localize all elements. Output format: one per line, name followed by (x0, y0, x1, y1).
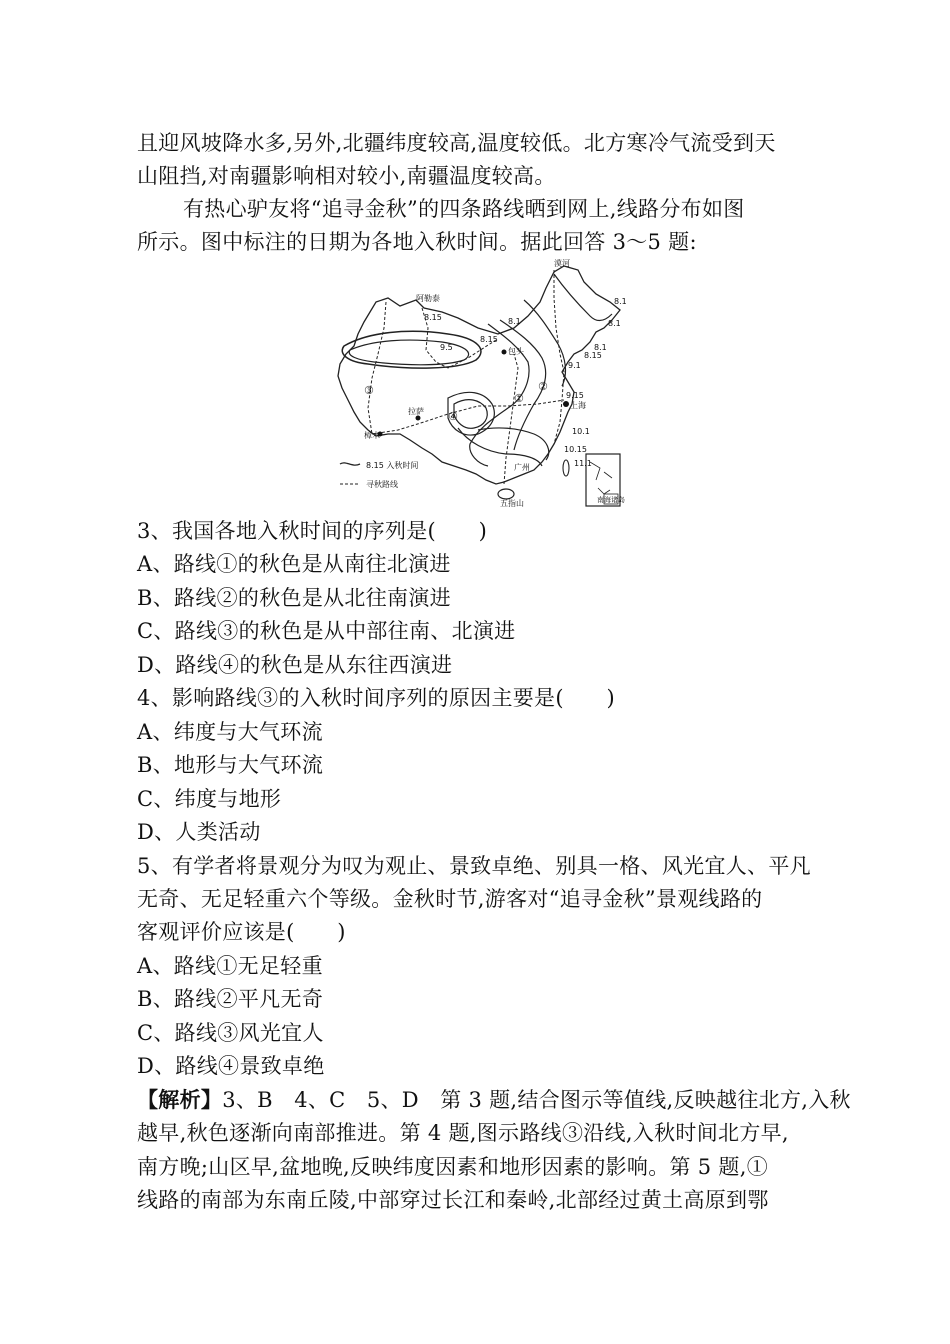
autumn-route-map (328, 258, 628, 510)
place-mohe: 漠河 (554, 259, 570, 268)
q5-question-line-3: 客观评价应该是( ) (137, 920, 346, 944)
analysis-label: 【解析】 (137, 1087, 223, 1112)
q3-option-d: D、路线④的秋色是从东往西演进 (137, 653, 453, 677)
date-label: 8.15 (424, 313, 442, 322)
date-label: 8.1 (508, 317, 521, 326)
q3-option-a: A、路线①的秋色是从南往北演进 (137, 552, 451, 576)
legend-isoline-label: 8.15 入秋时间 (366, 461, 419, 470)
analysis-line-2: 越早,秋色逐渐向南部推进。第 4 题,图示路线③沿线,入秋时间北方早, (137, 1121, 789, 1145)
place-guangzhou: 广州 (514, 463, 530, 472)
analysis-line-3: 南方晚;山区早,盆地晚,反映纬度因素和地形因素的影响。第 5 题,① (137, 1155, 769, 1179)
q5-question-line-1: 5、有学者将景观分为叹为观止、景致卓绝、别具一格、风光宜人、平凡 (137, 854, 811, 878)
stem-line-2: 所示。图中标注的日期为各地入秋时间。据此回答 3～5 题: (137, 230, 697, 254)
q4-question: 4、影响路线③的入秋时间序列的原因主要是( ) (137, 686, 615, 710)
q3-question: 3、我国各地入秋时间的序列是( ) (137, 519, 488, 543)
route-number-2: ② (538, 380, 548, 393)
q4-option-d: D、人类活动 (137, 820, 261, 844)
china-map-svg (328, 258, 628, 510)
place-wuzhishan: 五指山 (500, 499, 524, 508)
date-label: 10.1 (572, 427, 590, 436)
q3-option-b: B、路线②的秋色是从北往南演进 (137, 586, 451, 610)
intro-line-1: 且迎风坡降水多,另外,北疆纬度较高,温度较低。北方寒冷气流受到天 (137, 131, 776, 155)
q5-option-a: A、路线①无足轻重 (137, 954, 323, 978)
date-label: 8.15 (584, 351, 602, 360)
place-lasa: 拉萨 (408, 407, 424, 416)
intro-line-2: 山阻挡,对南疆影响相对较小,南疆温度较高。 (137, 164, 556, 188)
date-label: 9.5 (440, 343, 453, 352)
date-label: 8.1 (594, 343, 607, 352)
date-label: 8.1 (608, 319, 621, 328)
date-label: 8.1 (614, 297, 627, 306)
place-zhangmu: 樟木 (364, 431, 380, 440)
route-number-3: ③ (364, 384, 374, 397)
place-shanghai: 上海 (570, 401, 586, 410)
route-number-4: ④ (448, 410, 458, 423)
date-label: 11.1 (574, 459, 592, 468)
q3-option-c: C、路线③的秋色是从中部往南、北演进 (137, 619, 516, 643)
analysis-text: 3、B 4、C 5、D 第 3 题,结合图示等值线,反映越往北方,入秋 (222, 1088, 851, 1112)
inset-label: 南海诸岛 (597, 496, 625, 504)
analysis-line-4: 线路的南部为东南丘陵,中部穿过长江和秦岭,北部经过黄土高原到鄂 (137, 1188, 769, 1212)
q5-option-b: B、路线②平凡无奇 (137, 987, 324, 1011)
analysis-line-1 (137, 1086, 851, 1114)
q5-option-c: C、路线③风光宜人 (137, 1021, 324, 1045)
legend-route-label: 寻秋路线 (366, 480, 398, 489)
q5-option-d: D、路线④景致卓绝 (137, 1054, 325, 1078)
date-label: 8.15 (480, 335, 498, 344)
q4-option-c: C、纬度与地形 (137, 787, 282, 811)
place-aletai: 阿勒泰 (416, 294, 440, 303)
legend-isoline-swatch (340, 463, 360, 465)
date-label: 10.15 (564, 445, 587, 454)
stem-line-1: 有热心驴友将“追寻金秋”的四条路线晒到网上,线路分布如图 (183, 197, 745, 221)
q5-question-line-2: 无奇、无足轻重六个等级。金秋时节,游客对“追寻金秋”景观线路的 (137, 887, 763, 911)
route-number-1: ① (514, 392, 524, 405)
place-baotou: 包头 (508, 347, 524, 356)
date-label: 9.15 (566, 391, 584, 400)
q4-option-a: A、纬度与大气环流 (137, 720, 323, 744)
q4-option-b: B、地形与大气环流 (137, 753, 324, 777)
date-label: 9.1 (568, 361, 581, 370)
